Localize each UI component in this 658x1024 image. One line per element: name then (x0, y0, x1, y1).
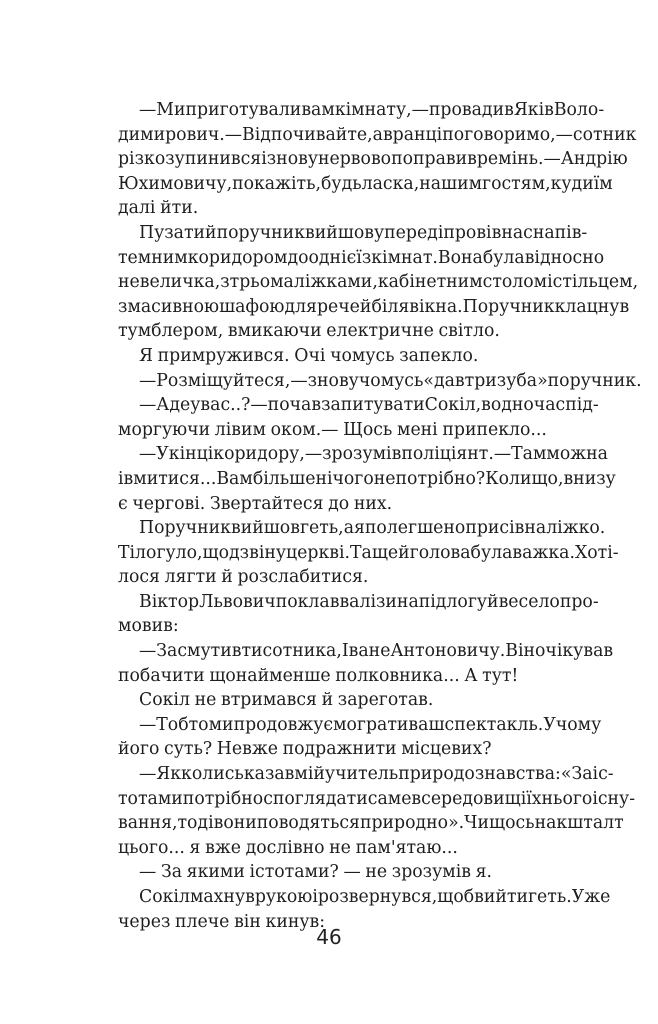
text-line: через плече він кинув: (118, 911, 326, 932)
text-line: далі йти. (118, 198, 199, 219)
text-line: є чергові. Звертайтеся до них. (118, 493, 393, 514)
text-line: тумблером, вмикаючи електричне світло. (118, 321, 500, 342)
text-line: Сокіл не втримався й зареготав. (139, 690, 434, 711)
text-line: — Засмутив ти сотника, Іване Антоновичу. Він очікував (139, 641, 614, 662)
text-line: — За якими істотами? — не зрозумів я. (139, 862, 493, 883)
text-line: з масивною шафою для речей біля вікна. Поручник клацнув (118, 296, 630, 317)
text-line: — Розміщуйтеся,— знову чомусь «дав тризуба» поручник. (139, 370, 642, 391)
text-line: Поручник вийшов геть, а я полегшено присів на ліжко. (139, 518, 606, 539)
text-line: Сокіл махнув рукою і розвернувся, щоб вийти геть. Уже (139, 887, 611, 907)
text-line: моргуючи лівим оком.— Щось мені припекло... (118, 419, 547, 440)
text-line: побачити щонайменше полковника... А тут! (118, 665, 519, 686)
body-text (118, 98, 642, 934)
text-line: темним коридором до однієї з кімнат. Вона була відносно (118, 247, 605, 268)
text-line: Пузатий поручник вийшов уперед і провів нас напів- (139, 222, 588, 243)
text-line: і вмитися... Вам більше нічого не потрібно? Коли що, внизу (118, 468, 616, 489)
text-line: тотами потрібно споглядати саме в середовищі їхнього існу- (118, 788, 636, 809)
text-line: — Ми приготували вам кімнату,— провадив Яків Воло- (139, 100, 605, 120)
text-line: мовив: (118, 616, 179, 637)
text-line: Віктор Львович поклав валізи на підлогу й весело про- (139, 591, 599, 612)
text-line: — У кінці коридору,— зрозумів поліціянт.— Там можна (139, 444, 608, 465)
text-line: цього... я вже дослівно не пам'ятаю... (118, 837, 458, 858)
text-line: вання, тоді вони поводяться природно». Чи щось на кшталт (118, 813, 624, 834)
text-line: різко зупинився і знову нервово поправив ремінь.— Андрію (118, 149, 628, 170)
text-line: його суть? Невже подражнити місцевих? (118, 739, 492, 760)
text-line: Я примружився. Очі чомусь запекло. (139, 345, 479, 366)
text-line: лося лягти й розслабитися. (118, 567, 369, 588)
text-line: — Тобто ми продовжуємо грати ваш спектакль. У чому (139, 714, 602, 735)
text-line: невеличка, з трьома ліжками, кабінетним столом і стільцем, (118, 272, 639, 293)
text-line: димирович.— Відпочивайте, а вранці поговоримо,— сотник (118, 124, 637, 145)
text-line: Юхимовичу, покажіть, будь ласка, нашим гостям, куди їм (118, 173, 613, 194)
text-line: — А де у вас..? — почав запитувати Сокіл, водночас під- (139, 395, 599, 416)
page-number: 46 (316, 925, 342, 949)
text-line: Тіло гуло, що дзвін у церкві. Та ще й голова була важка. Хоті- (118, 542, 619, 563)
text-line: — Як колись казав мій учитель природознавства: «За іс- (139, 764, 614, 785)
